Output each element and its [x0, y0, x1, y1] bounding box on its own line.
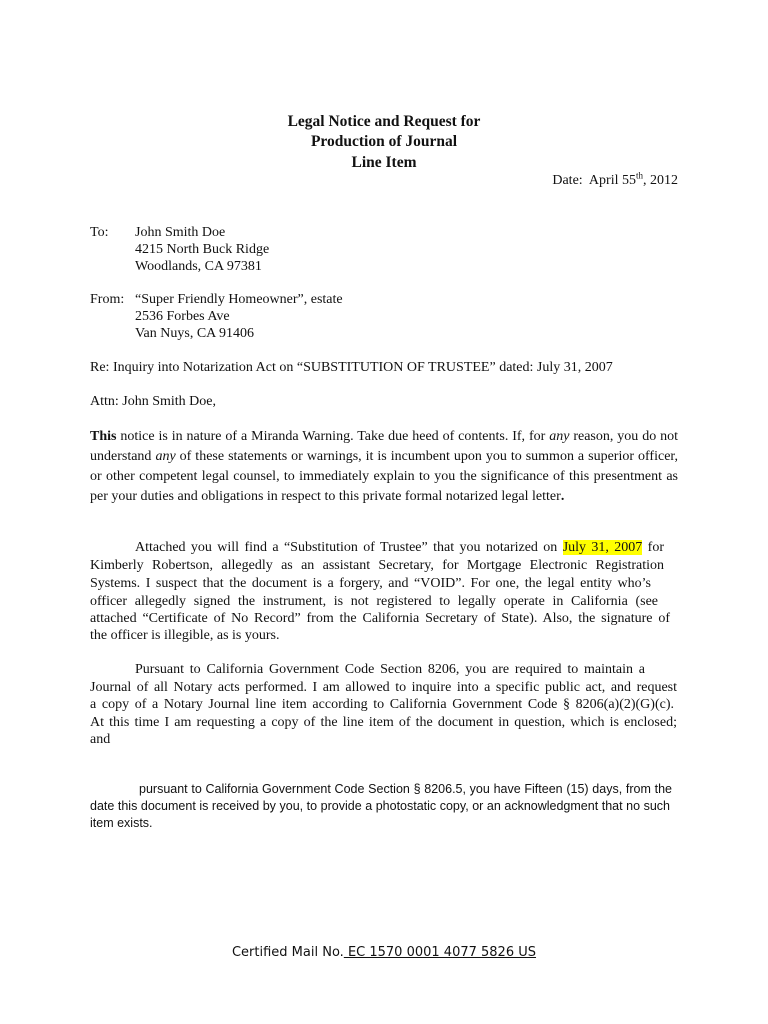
highlighted-date: July 31, 2007: [562, 540, 643, 555]
from-street: 2536 Forbes Ave: [135, 309, 230, 324]
para2-line-5: attached “Certificate of No Record” from the California Secretary of State). Also, the signature of: [90, 611, 670, 626]
para2-line-1: Attached you will find a “Substitution of Trustee” that you notarized on July 31, 2007 for: [135, 540, 664, 555]
para3-line-3: a copy of a Notary Journal line item according to California Government Code § 8206(a)(2)(G)(c).: [90, 697, 674, 712]
para3-line-4: At this time I am requesting a copy of the line item of the document in question, which is enclosed;: [90, 715, 677, 730]
from-name: “Super Friendly Homeowner”, estate: [135, 292, 343, 307]
title-line-1: Legal Notice and Request for: [287, 113, 481, 130]
para2-line-6: the officer is illegible, as is yours.: [90, 628, 280, 643]
certified-mail-label: Certified Mail No.: [231, 945, 344, 960]
title-line-2: Production of Journal: [310, 133, 458, 150]
to-label: To:: [90, 225, 109, 240]
date-label: Date:: [552, 173, 583, 188]
to-street: 4215 North Buck Ridge: [135, 242, 270, 257]
para3-line-5: and: [90, 732, 111, 747]
para3-line-2: Journal of all Notary acts performed. I am allowed to inquire into a specific public act, and request: [90, 680, 677, 695]
para4-line-1: pursuant to California Government Code Section § 8206.5, you have Fifteen (15) days, from the: [139, 782, 672, 796]
date-value: April 55th, 2012: [588, 170, 678, 188]
miranda-paragraph: This notice is in nature of a Miranda Warning. Take due heed of contents. If, for any reason, you do not understand any of these statements or warnings, it is incumbent upon you to summon a superior officer, or other competent legal counsel, to immediately explain to you the significance of this presentment as per your duties and obligations in respect to this private formal notarized legal letter.: [90, 429, 679, 504]
para2-line-3: Systems. I suspect that the document is a forgery, and “VOID”. For one, the legal entity who’s: [90, 576, 651, 591]
date-line: [552, 172, 678, 189]
re-line: Re: Inquiry into Notarization Act on “SUBSTITUTION OF TRUSTEE” dated: July 31, 2007: [90, 360, 613, 375]
para2-line-4: officer allegedly signed the instrument, is not registered to legally operate in California (see: [90, 594, 658, 609]
para3-line-1: Pursuant to California Government Code Section 8206, you are required to maintain a: [135, 662, 645, 677]
title-line-3: Line Item: [351, 154, 417, 171]
para4-line-3: item exists.: [90, 816, 153, 830]
attn-line: Attn: John Smith Doe,: [90, 394, 217, 409]
to-name: John Smith Doe: [135, 225, 226, 240]
from-label: From:: [90, 292, 125, 307]
from-city: Van Nuys, CA 91406: [135, 326, 255, 341]
para2-line-2: Kimberly Robertson, allegedly as an assistant Secretary, for Mortgage Electronic Registration: [90, 558, 664, 573]
to-city: Woodlands, CA 97381: [135, 259, 262, 274]
certified-mail-footer: [0, 945, 768, 960]
certified-mail-number: EC 1570 0001 4077 5826 US: [343, 945, 537, 960]
para4-line-2: date this document is received by you, to provide a photostatic copy, or an acknowledgment that no such: [90, 799, 670, 813]
